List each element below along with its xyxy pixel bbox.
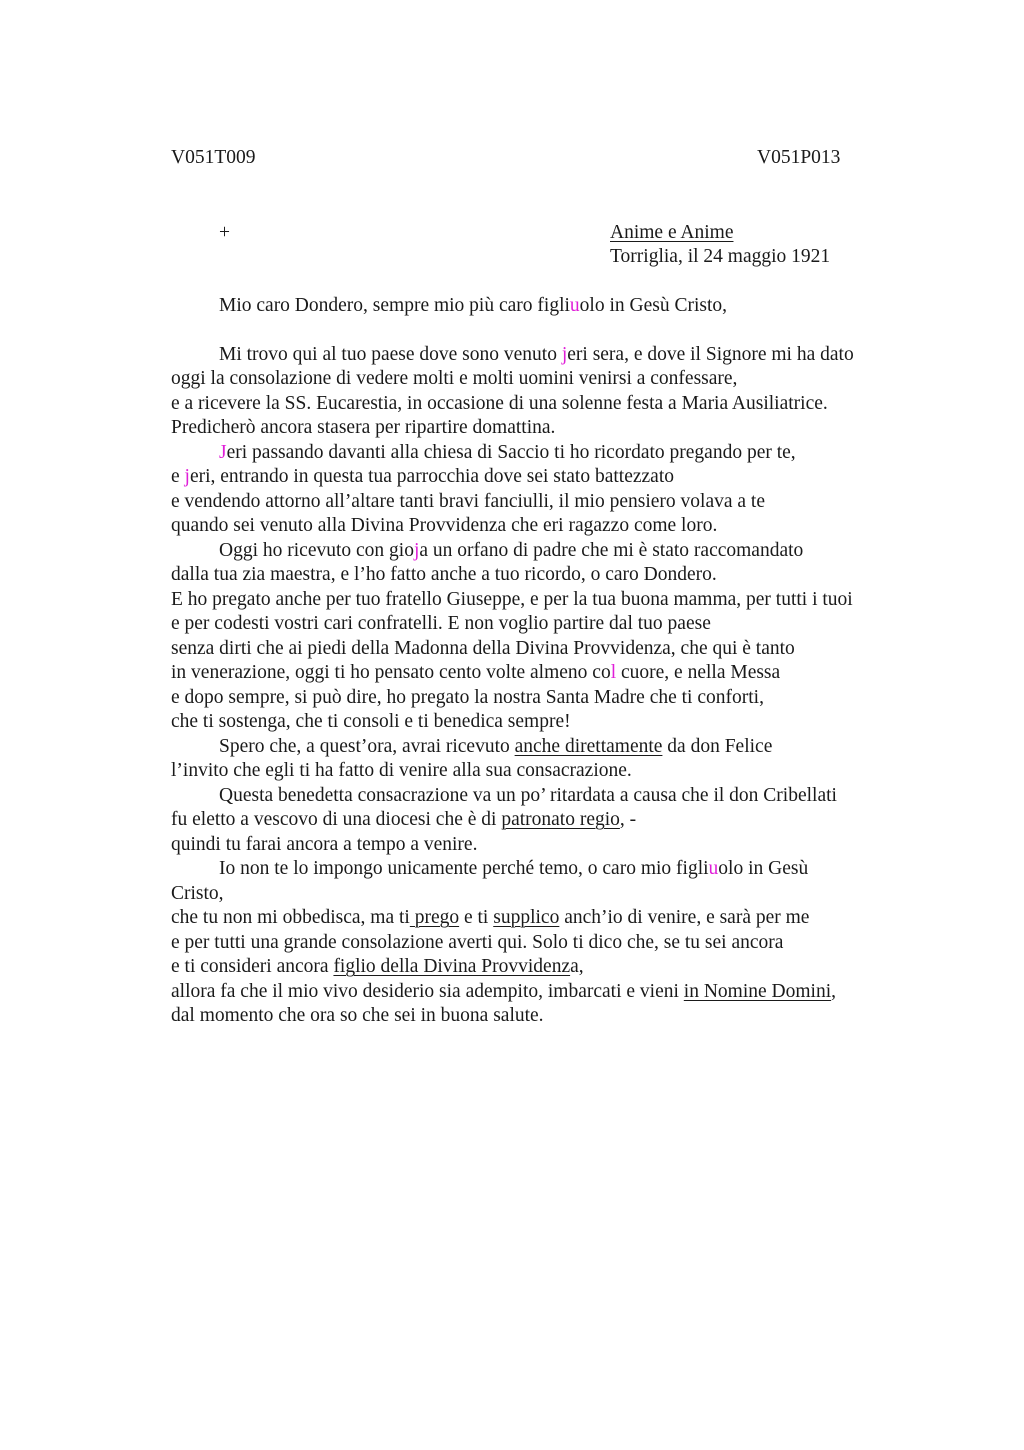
body-line: oggi la consolazione di vedere molti e molti uomini venirsi a confessare, — [171, 368, 738, 389]
body-line: l’invito che egli ti ha fatto di venire alla sua consacrazione. — [171, 760, 632, 781]
body-line: e a ricevere la SS. Eucarestia, in occasione di una solenne festa a Maria Ausiliatrice. — [171, 393, 828, 414]
body-line — [171, 808, 636, 833]
body-line: e per tutti una grande consolazione averti qui. Solo ti dico che, se tu sei ancora — [171, 932, 784, 953]
text-run: e ti — [459, 907, 494, 928]
correction-mark: u — [708, 858, 719, 879]
underlined-text: figlio della Divina Provvidenz — [333, 956, 571, 977]
body-line: quando sei venuto alla Divina Provvidenza che eri ragazzo come loro. — [171, 515, 718, 536]
body-line: e dopo sempre, si può dire, ho pregato la nostra Santa Madre che ti conforti, — [171, 687, 764, 708]
correction-mark: l — [610, 662, 617, 683]
correction-mark: j — [413, 540, 420, 561]
salutation — [219, 294, 727, 319]
salutation-text: olo in Gesù Cristo, — [579, 295, 727, 316]
text-run: e — [171, 466, 185, 487]
text-run: a un orfano di padre che mi è stato raccomandato — [419, 540, 804, 561]
document-code-left: V051T009 — [171, 147, 256, 168]
text-run: che tu non mi obbedisca, ma ti — [171, 907, 410, 928]
text-run: da don Felice — [662, 736, 773, 757]
body-line — [219, 343, 854, 368]
correction-mark: u — [569, 295, 580, 316]
text-run: eri, entrando in questa tua parrocchia dove sei stato battezzato — [189, 466, 674, 487]
body-line: e per codesti vostri cari confratelli. E non voglio partire dal tuo paese — [171, 613, 711, 634]
body-line — [171, 661, 780, 686]
body-line — [171, 906, 809, 931]
body-line — [171, 465, 674, 490]
correction-mark: j — [561, 344, 568, 365]
document-code-right: V051P013 — [757, 147, 841, 168]
underlined-text: supplico — [493, 907, 560, 928]
text-run: fu eletto a vescovo di una diocesi che è di — [171, 809, 502, 830]
body-line: E ho pregato anche per tuo fratello Giuseppe, e per la tua buona mamma, per tutti i tuoi — [171, 589, 853, 610]
underlined-text: in Nomine Domini — [683, 981, 832, 1002]
text-run: allora fa che il mio vivo desiderio sia adempito, imbarcati e vieni — [171, 981, 684, 1002]
body-line: che ti sostenga, che ti consoli e ti benedica sempre! — [171, 711, 571, 732]
letter-motto: Anime e Anime — [610, 222, 734, 243]
text-run: Io non te lo impongo unicamente perché temo, o caro mio figli — [219, 858, 709, 879]
underlined-text: anche direttamente — [514, 736, 663, 757]
correction-mark: J — [219, 442, 227, 463]
body-line — [219, 441, 796, 466]
correction-mark: j — [184, 466, 190, 487]
body-line: senza dirti che ai piedi della Madonna della Divina Provvidenza, che qui è tanto — [171, 638, 795, 659]
text-run: cuore, e nella Messa — [616, 662, 781, 683]
cross-symbol: + — [219, 222, 230, 243]
text-run: anch’io di venire, e sarà per me — [559, 907, 810, 928]
body-line — [171, 955, 584, 980]
body-line — [219, 735, 772, 760]
body-line: Questa benedetta consacrazione va un po’ ritardata a causa che il don Cribellati — [219, 785, 837, 806]
text-run: olo in Gesù — [718, 858, 809, 879]
body-line: quindi tu farai ancora a tempo a venire. — [171, 834, 478, 855]
text-run: eri passando davanti alla chiesa di Saccio ti ho ricordato pregando per te, — [226, 442, 796, 463]
text-run: a, — [570, 956, 584, 977]
text-run: eri sera, e dove il Signore mi ha dato — [567, 344, 854, 365]
body-line — [219, 857, 808, 882]
body-line — [171, 980, 836, 1005]
text-run: Spero che, a quest’ora, avrai ricevuto — [219, 736, 515, 757]
underlined-text: prego — [409, 907, 460, 928]
text-run: , — [831, 981, 836, 1002]
text-run: e ti consideri ancora — [171, 956, 334, 977]
text-run: in venerazione, oggi ti ho pensato cento volte almeno co — [171, 662, 611, 683]
place-date: Torriglia, il 24 maggio 1921 — [610, 246, 831, 267]
salutation-text: Mio caro Dondero, sempre mio più caro figli — [219, 295, 570, 316]
body-line: Cristo, — [171, 883, 224, 904]
body-line: dalla tua zia maestra, e l’ho fatto anche a tuo ricordo, o caro Dondero. — [171, 564, 717, 585]
text-run: Oggi ho ricevuto con gio — [219, 540, 414, 561]
text-run: Mi trovo qui al tuo paese dove sono venuto — [219, 344, 562, 365]
body-line — [219, 539, 803, 564]
text-run: , - — [619, 809, 637, 830]
body-line: e vendendo attorno all’altare tanti bravi fanciulli, il mio pensiero volava a te — [171, 491, 765, 512]
body-line: Predicherò ancora stasera per ripartire domattina. — [171, 417, 556, 438]
body-line: dal momento che ora so che sei in buona salute. — [171, 1005, 544, 1026]
underlined-text: patronato regio — [501, 809, 620, 830]
